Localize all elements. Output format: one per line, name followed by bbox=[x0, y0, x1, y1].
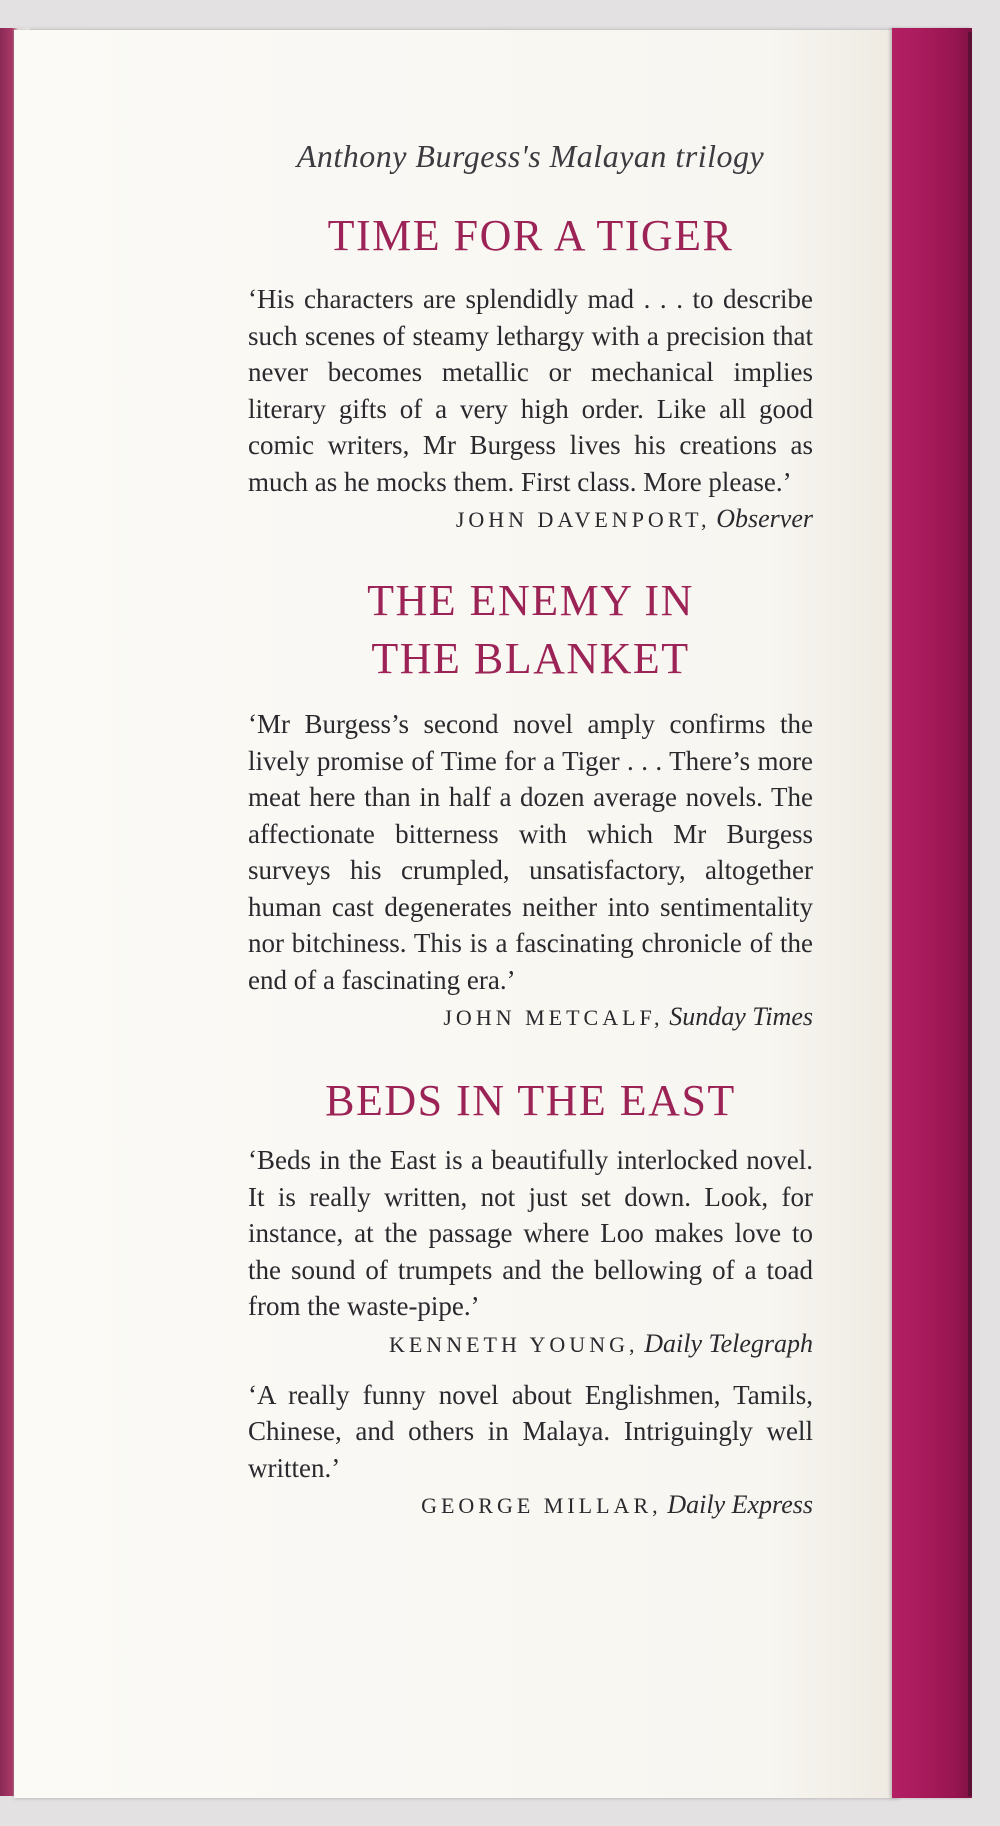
book-section-beds-in-the-east bbox=[248, 1072, 813, 1520]
book-title: TIME FOR A TIGER bbox=[327, 211, 734, 260]
book-title: THE ENEMY IN THE BLANKET bbox=[367, 576, 694, 683]
publication-name: Daily Express bbox=[667, 1490, 813, 1519]
spine-edge bbox=[968, 32, 972, 1796]
publication-name: Observer bbox=[716, 504, 813, 533]
book-title: BEDS IN THE EAST bbox=[325, 1076, 736, 1125]
review-attribution bbox=[248, 1002, 813, 1032]
review-attribution bbox=[248, 1490, 813, 1520]
review-quote: ‘A really funny novel about Englishmen, Tamils, Chinese, and others in Malaya. Intriguingly well written.’ bbox=[248, 1379, 813, 1483]
review-quote: ‘His characters are splendidly mad . . . to describe such scenes of steamy lethargy with a precision that never becomes metallic or mechanical implies literary gifts of a very high order. Like all good comic writers, Mr Burgess lives his creations as much as he mocks them. First class. More please.’ bbox=[248, 284, 813, 497]
reviewer-name: GEORGE MILLAR, bbox=[421, 1493, 662, 1518]
reviewer-name: KENNETH YOUNG, bbox=[388, 1331, 639, 1357]
review-attribution bbox=[248, 1329, 813, 1359]
book-section-enemy-in-the-blanket bbox=[248, 572, 813, 1032]
book-spine bbox=[892, 28, 972, 1798]
review-attribution bbox=[248, 504, 813, 534]
flap-content bbox=[248, 138, 813, 1520]
publication-name: Daily Telegraph bbox=[644, 1328, 813, 1358]
reviewer-name: JOHN DAVENPORT, bbox=[455, 507, 711, 532]
reviewer-name: JOHN METCALF, bbox=[443, 1005, 664, 1030]
book-section-time-for-a-tiger bbox=[248, 207, 813, 534]
review-quote: ‘Beds in the East is a beautifully interlocked novel. It is really written, not just set down. Look, for instance, at the passage where Loo makes love to the sound of trumpets and the bellowing of a toad from the waste-pipe.’ bbox=[248, 1145, 813, 1321]
publication-name: Sunday Times bbox=[669, 1002, 813, 1031]
series-heading: Anthony Burgess's Malayan trilogy bbox=[296, 138, 765, 174]
review-quote: ‘Mr Burgess’s second novel amply confirms the lively promise of Time for a Tiger . . . There’s more meat here than in half a dozen average novels. The affectionate bitterness with which Mr Burgess surveys his crumpled, unsatisfactory, altogether human cast degenerates neither into sentimentality nor bitchiness. This is a fascinating chronicle of the end of a fascinating era.’ bbox=[248, 709, 813, 995]
